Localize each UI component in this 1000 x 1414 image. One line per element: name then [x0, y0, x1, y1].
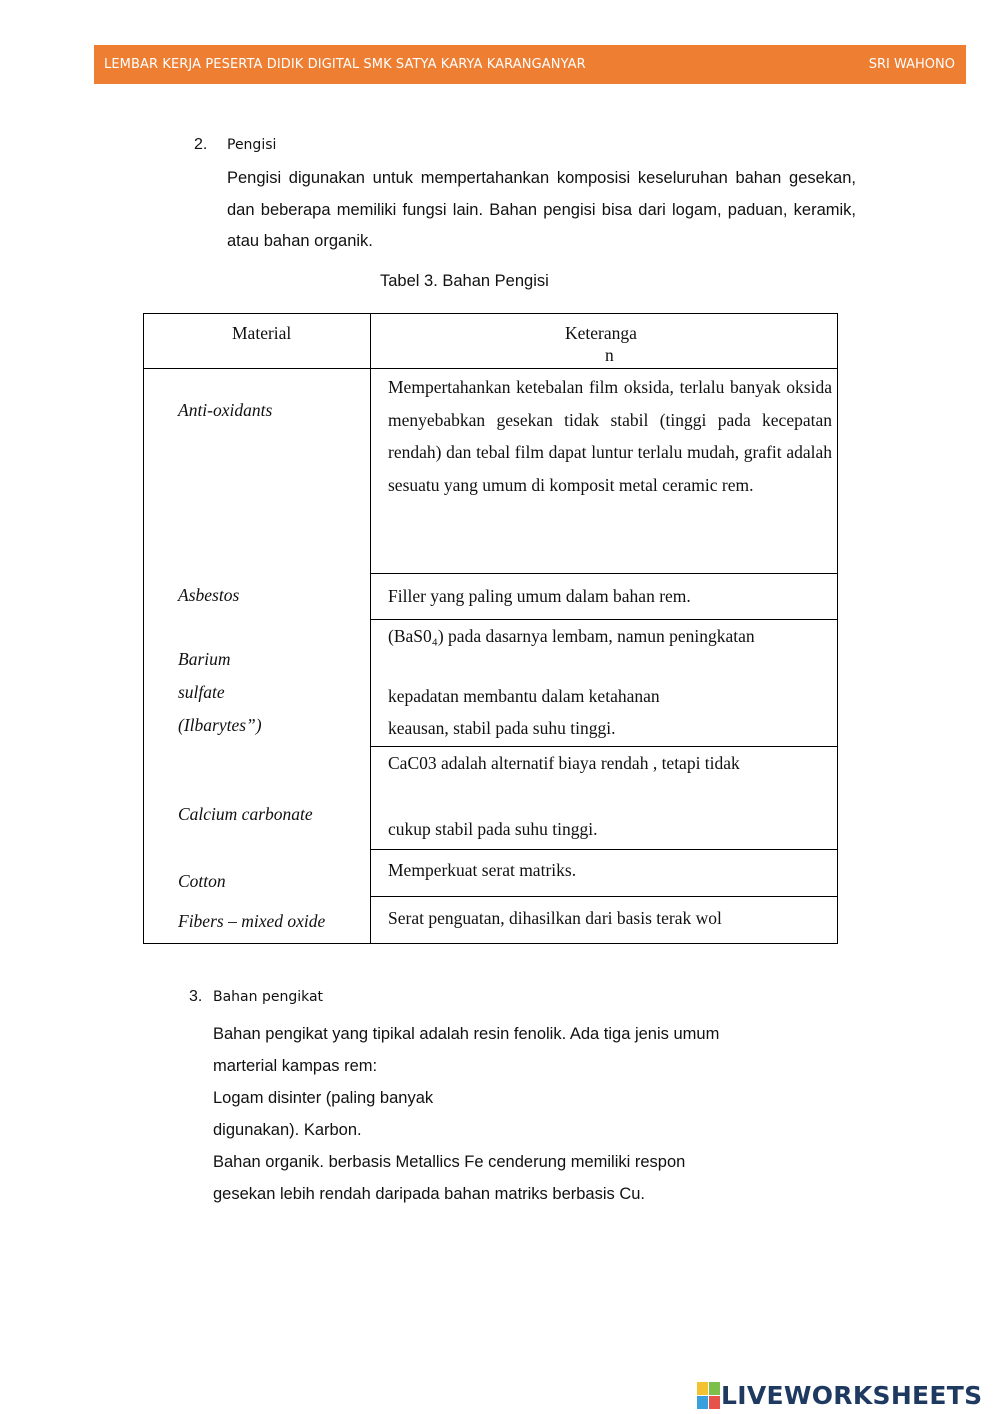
page-header [94, 45, 966, 84]
section-2-title: Pengisi [227, 137, 277, 153]
material-calcium-carbonate: Calcium carbonate [178, 804, 313, 824]
liveworksheets-logo-icon [697, 1382, 719, 1408]
material-asbestos: Asbestos [178, 585, 240, 605]
material-barium-2: sulfate [178, 682, 225, 702]
section-2-number: 2. [194, 136, 208, 153]
material-anti-oxidants: Anti-oxidants [178, 400, 273, 420]
material-fibers: Fibers – mixed oxide [178, 911, 326, 931]
column-header-keterangan: Keteranga [565, 323, 637, 343]
material-barium-3: (Ilbarytes”) [178, 715, 262, 735]
filler-table [143, 313, 838, 944]
liveworksheets-logo [697, 1378, 982, 1412]
desc-cotton: Memperkuat serat matriks. [388, 860, 577, 880]
desc-barium-2: kepadatan membantu dalam ketahanan [388, 686, 660, 706]
desc-fibers: Serat penguatan, dihasilkan dari basis terak wol [388, 908, 722, 928]
table-caption: Tabel 3. Bahan Pengisi [380, 272, 549, 290]
column-header-keterangan-wrap: n [605, 345, 614, 365]
section-3-number: 3. [189, 988, 203, 1005]
header-title: LEMBAR KERJA PESERTA DIDIK DIGITAL SMK SATYA KARYA KARANGANYAR [104, 57, 586, 72]
column-header-material: Material [232, 323, 292, 343]
desc-calcium-2: cukup stabil pada suhu tinggi. [388, 819, 598, 839]
logo-text: LIVEWORKSHEETS [721, 1380, 983, 1410]
desc-barium-3: keausan, stabil pada suhu tinggi. [388, 718, 616, 738]
desc-asbestos: Filler yang paling umum dalam bahan rem. [388, 586, 691, 606]
material-cotton: Cotton [178, 871, 226, 891]
desc-calcium-1: CaC03 adalah alternatif biaya rendah , tetapi tidak [388, 753, 740, 773]
section-3-paragraph: Bahan pengikat yang tipikal adalah resin fenolik. Ada tiga jenis umum marterial kampas rem: Logam disinter (paling banyak digunakan). Karbon. Bahan organik. berbasis Metallics Fe cenderung memiliki respon gesekan lebih rendah daripada bahan matriks berbasis Cu. [213, 1025, 720, 1203]
section-2-paragraph: Pengisi digunakan untuk mempertahankan komposisi keseluruhan bahan gesekan, dan beberapa memiliki fungsi lain. Bahan pengisi bisa dari logam, paduan, keramik, atau bahan organik. [227, 169, 856, 250]
desc-anti-oxidants: Mempertahankan ketebalan film oksida, terlalu banyak oksida menyebabkan gesekan tidak stabil (tinggi pada kecepatan rendah) dan tebal film dapat luntur terlalu mudah, grafit adalah sesuatu yang umum di komposit metal ceramic rem. [388, 377, 832, 496]
material-barium-1: Barium [178, 649, 231, 669]
header-author: SRI WAHONO [868, 57, 955, 72]
desc-barium-1: (BaS0₄) pada dasarnya lembam, namun peningkatan [388, 626, 755, 646]
section-3-title: Bahan pengikat [213, 989, 324, 1005]
